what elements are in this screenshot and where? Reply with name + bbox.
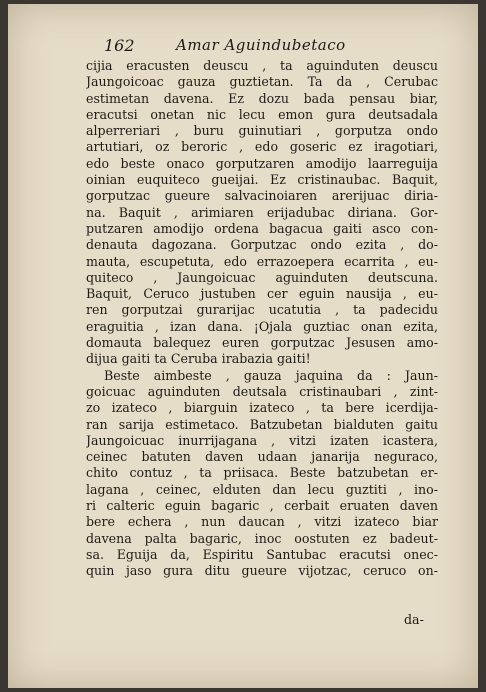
text-line: lagana , ceinec, elduten dan lecu guztiti , ino- <box>86 481 438 497</box>
text-line: denauta dagozana. Gorputzac ondo ezita , do- <box>86 237 438 253</box>
text-line: ren gorputzai gurarijac ucatutia , ta padecidu <box>86 302 438 318</box>
body-text <box>86 58 438 580</box>
text-line: eraguitia , izan dana. ¡Ojala guztiac onan ezita, <box>86 318 438 334</box>
text-line: chito contuz , ta priisaca. Beste batzubetan er- <box>86 465 438 481</box>
text-line: ran sarija estimetaco. Batzubetan bialduten gaitu <box>86 416 438 432</box>
text-line: domauta balequez euren gorputzac Jesusen amo- <box>86 335 438 351</box>
text-line: Jaungoicoac gauza guztietan. Ta da , Cerubac <box>86 74 438 90</box>
text-line: dijua gaiti ta Ceruba irabazia gaiti! <box>86 351 311 367</box>
text-line: ri calteric eguin bagaric , cerbait eruaten daven <box>86 498 438 514</box>
text-line: alperreriari , buru guinutiari , gorputza ondo <box>86 123 438 139</box>
text-line: cijia eracusten deuscu , ta aguinduten deuscu <box>86 58 438 73</box>
running-title: Amar Aguindubetaco <box>176 36 346 54</box>
text-line: eracutsi onetan nic lecu emon gura deutsadala <box>86 106 438 122</box>
text-line: ceinec batuten daven udaan janarija neguraco, <box>86 449 438 465</box>
text-line: Jaungoicuac inurrijagana , vitzi izaten icastera, <box>86 432 438 448</box>
text-line: edo beste onaco gorputzaren amodijo laarreguija <box>86 155 438 171</box>
text-line: zo izateco , biarguin izateco , ta bere icerdija- <box>86 400 438 416</box>
text-line: Beste aimbeste , gauza jaquina da : Jaun- <box>104 367 438 383</box>
book-page <box>8 4 478 688</box>
text-line: estimetan davena. Ez dozu bada pensau biar, <box>86 90 438 106</box>
text-line: oinian euquiteco gueijai. Ez cristinaubac. Baquit, <box>86 172 438 188</box>
text-line: quin jaso gura ditu gueure vijotzac, ceruco on- <box>86 563 438 579</box>
text-line: artutiari, oz beroric , edo goseric ez iragotiari, <box>86 139 438 155</box>
text-line: quiteco , Jaungoicuac aguinduten deutscuna. <box>86 269 438 285</box>
page-number: 162 <box>104 36 135 55</box>
text-line: Baquit, Ceruco justuben cer eguin nausija , eu- <box>86 286 438 302</box>
text-line: na. Baquit , arimiaren erijadubac diriana. Gor- <box>86 204 438 220</box>
text-line: davena palta bagaric, inoc oostuten ez badeut- <box>86 530 438 546</box>
text-line: bere echera , nun daucan , vitzi izateco biar <box>86 514 438 530</box>
text-line: putzaren amodijo ordena bagacua gaiti asco con- <box>86 220 438 236</box>
text-line: sa. Eguija da, Espiritu Santubac eracutsi onec- <box>86 546 438 562</box>
text-line: mauta, escupetuta, edo errazoepera ecarrita , eu- <box>86 253 438 269</box>
page-header <box>104 34 444 56</box>
catchword: da- <box>404 612 424 627</box>
text-line: goicuac aguinduten deutsala cristinaubari , zint- <box>86 383 438 399</box>
text-line: gorputzac gueure salvacinoiaren arerijuac diria- <box>86 188 438 204</box>
